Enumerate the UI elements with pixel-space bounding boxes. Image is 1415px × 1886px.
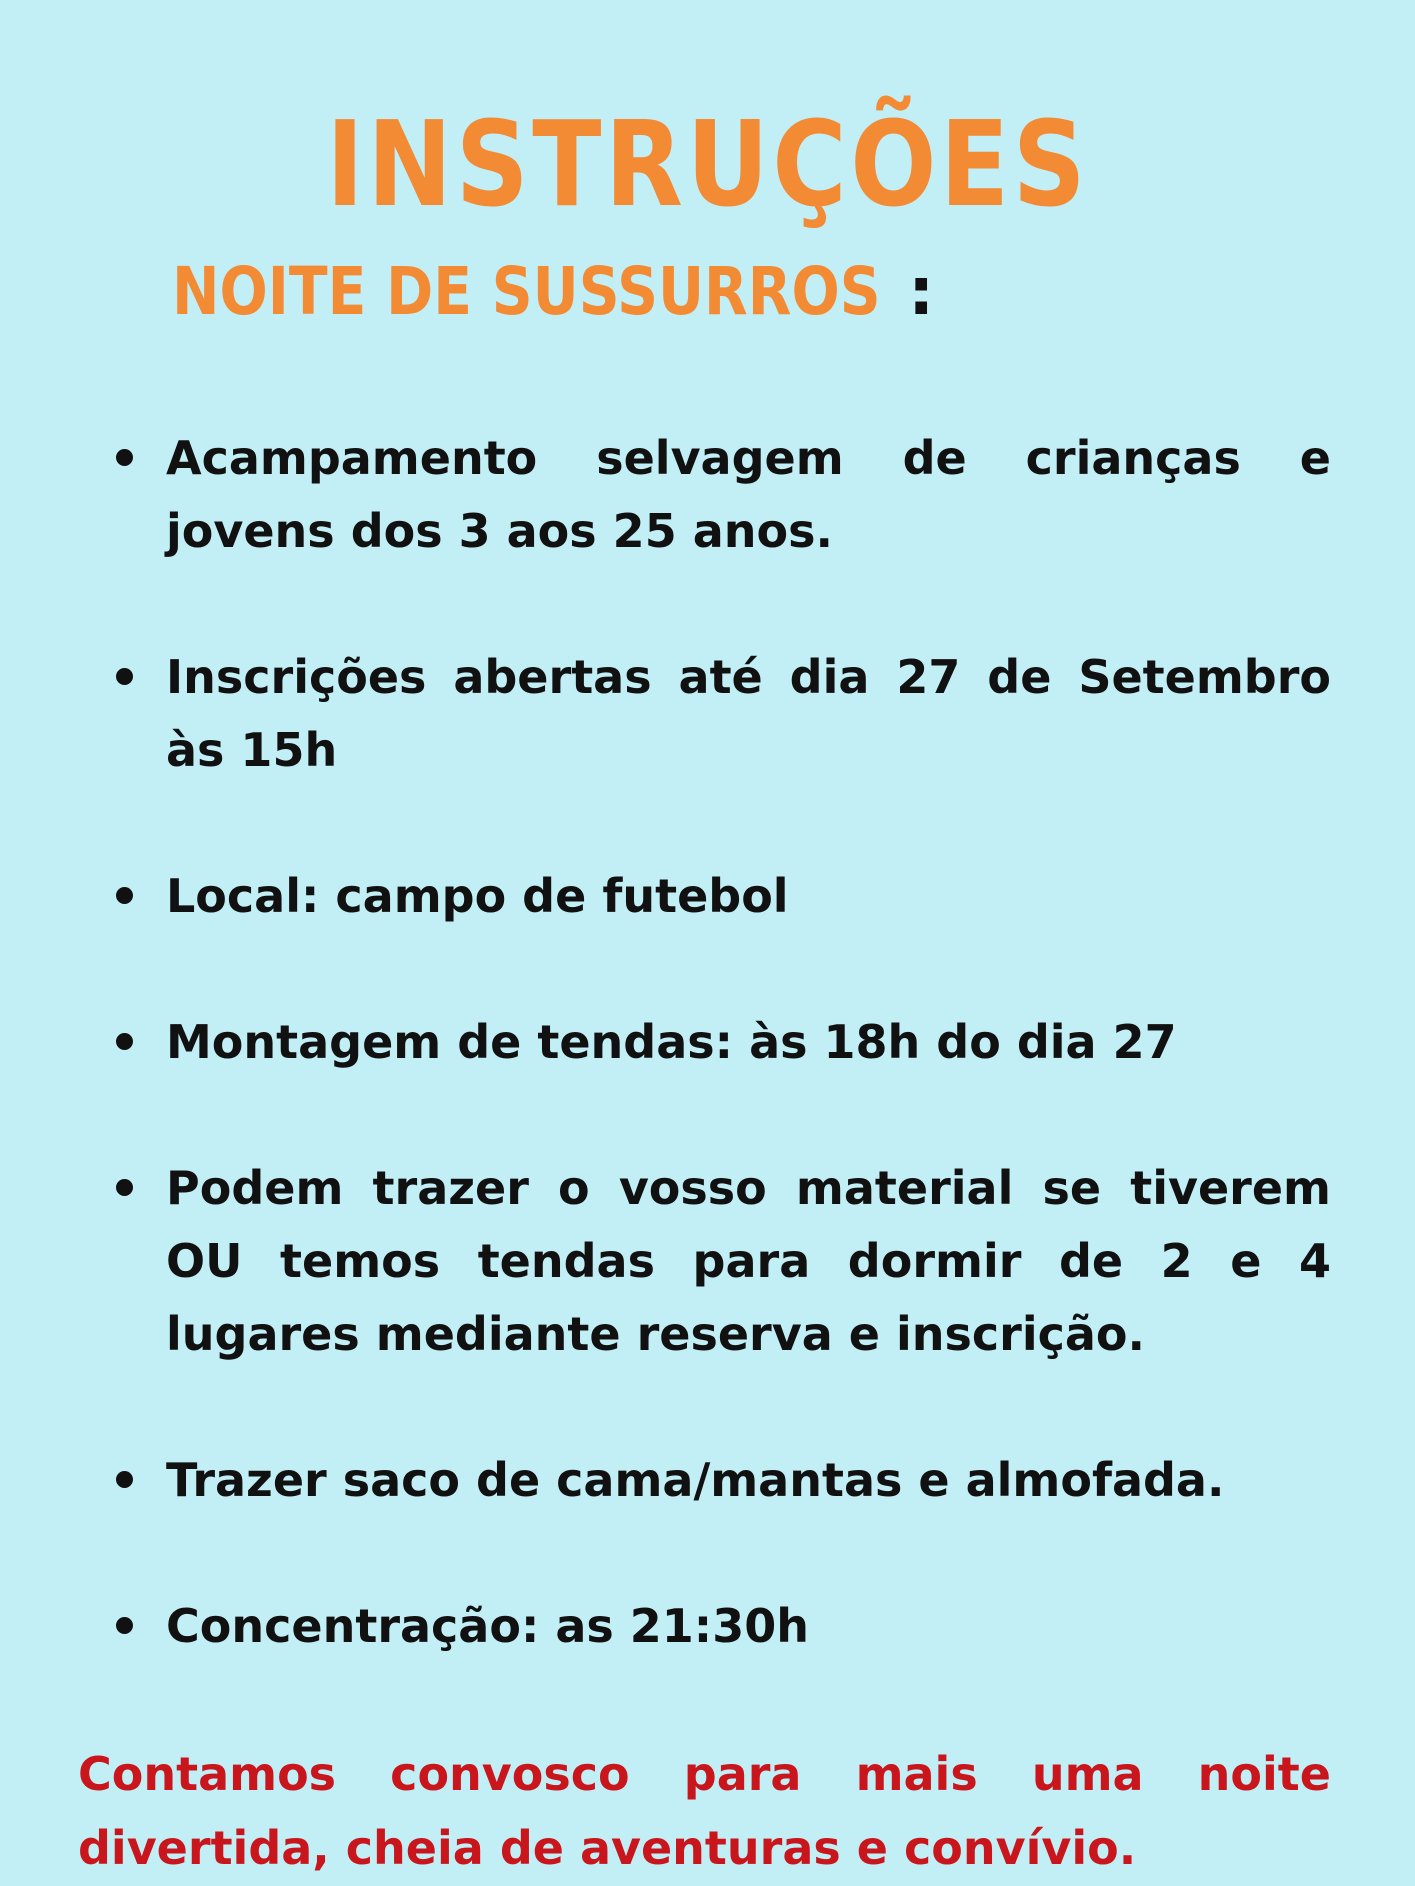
bullet-icon (116, 449, 133, 466)
list-item-text: Trazer saco de cama/mantas e almofada. (166, 1453, 1225, 1507)
bullet-icon (116, 668, 133, 685)
list-item-material (166, 1152, 1331, 1371)
list-item-text: Podem trazer o vosso material se tiverem OU temos tendas para dormir de 2 e 4 lugares mediante reserva e inscrição. (166, 1161, 1331, 1361)
bullet-icon (116, 1471, 133, 1488)
bullet-icon (116, 887, 133, 904)
bullet-icon (116, 1179, 133, 1196)
bullet-icon (116, 1617, 133, 1634)
list-item-text: Inscrições abertas até dia 27 de Setembro às 15h (166, 650, 1331, 777)
list-item-tent-setup (166, 1006, 1331, 1079)
page-title-text: INSTRUÇÕES (325, 95, 1090, 234)
list-item-age-range (166, 422, 1331, 568)
subtitle-colon: : (907, 253, 935, 330)
bullet-icon (116, 1033, 133, 1050)
page-title (0, 95, 1415, 234)
list-item-text: Concentração: as 21:30h (166, 1599, 809, 1653)
list-item-text: Acampamento selvagem de crianças e jovens dos 3 aos 25 anos. (166, 431, 1331, 558)
list-item-bring-sleeping-bag (166, 1444, 1331, 1517)
closing-message: Contamos convosco para mais uma noite divertida, cheia de aventuras e convívio. (78, 1747, 1331, 1875)
list-item-meeting-time (166, 1590, 1331, 1663)
list-item-text: Local: campo de futebol (166, 869, 789, 923)
event-name: NOITE DE SUSSURROS (172, 253, 881, 330)
list-item-text: Montagem de tendas: às 18h do dia 27 (166, 1015, 1177, 1069)
list-item-registration (166, 641, 1331, 787)
list-item-location (166, 860, 1331, 933)
event-subtitle (172, 252, 934, 332)
